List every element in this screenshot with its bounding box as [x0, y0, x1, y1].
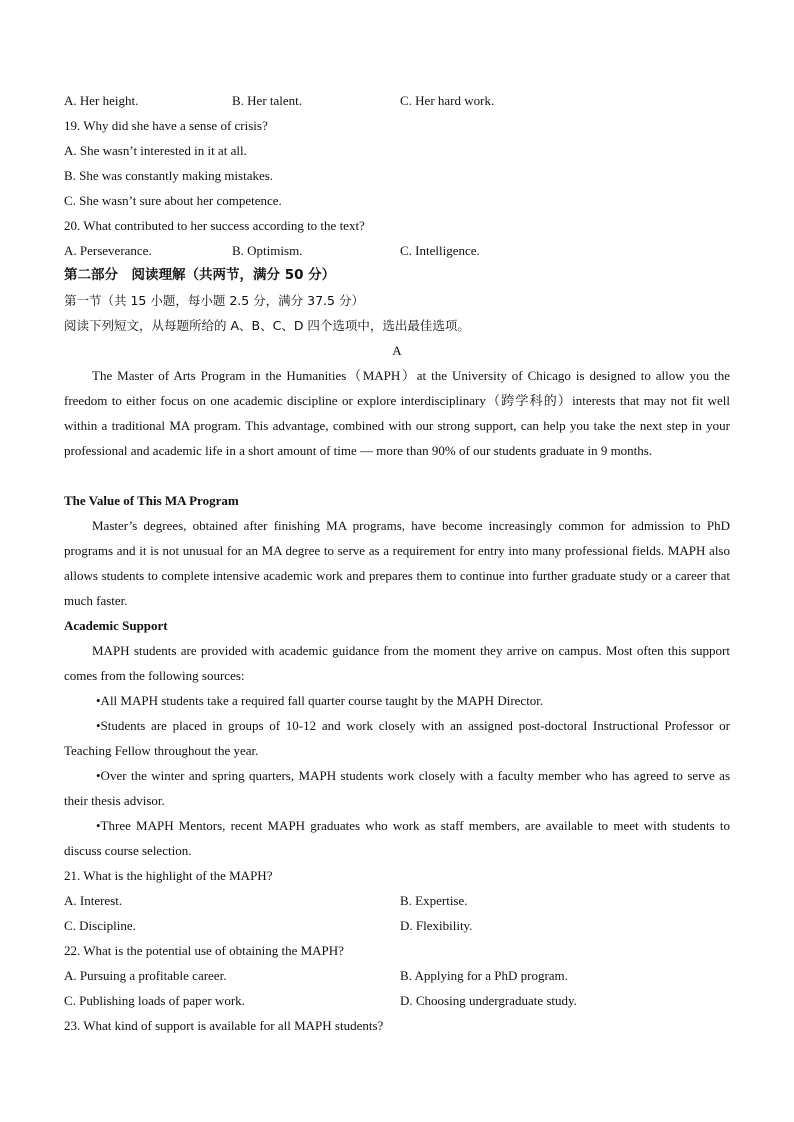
- q18-option-a: A. Her height.: [64, 93, 139, 108]
- q22-option-a: A. Pursuing a profitable career.: [64, 968, 227, 983]
- bullet-text: •All MAPH students take a required fall quarter course taught by the MAPH Director.: [96, 693, 544, 708]
- support-bullet-4: [64, 813, 730, 863]
- q20-option-a: A. Perseverance.: [64, 243, 152, 258]
- q21-option-b: B. Expertise.: [400, 893, 468, 908]
- support-text: MAPH students are provided with academic guidance from the moment they arrive on campus. Most often this support comes from the following sources:: [64, 643, 730, 683]
- q19-question: 19. Why did she have a sense of crisis?: [64, 118, 268, 133]
- q22-option-d: D. Choosing undergraduate study.: [400, 993, 577, 1008]
- section-title: 第二部分 阅读理解（共两节，满分 50 分）: [64, 267, 336, 283]
- q19-option-a: A. She wasn’t interested in it at all.: [64, 143, 247, 158]
- section-subtitle: 第一节（共 15 小题，每小题 2.5 分，满分 37.5 分）: [64, 293, 364, 308]
- passage-intro-text: The Master of Arts Program in the Humanities（MAPH）at the University of Chicago is designed to allow you the freedom to either focus on one academic discipline or explore interdisciplinary（跨学科的）interests that may not fit well within a traditional MA program. This advantage, combined with our strong support, can help you take the next step in your professional and academic life in a short amount of time — more than 90% of our students graduate in 9 months.: [64, 368, 730, 458]
- value-heading: The Value of This MA Program: [64, 493, 239, 508]
- passage-intro: [64, 363, 730, 463]
- support-bullet-2: [64, 713, 730, 763]
- q18-option-b: B. Her talent.: [232, 93, 303, 108]
- q20-option-c: C. Intelligence.: [400, 243, 480, 258]
- q20-question: 20. What contributed to her success according to the text?: [64, 218, 365, 233]
- q20-option-b: B. Optimism.: [232, 243, 303, 258]
- q22-option-b: B. Applying for a PhD program.: [400, 968, 568, 983]
- section-instruction: 阅读下列短文，从每题所给的 A、B、C、D 四个选项中，选出最佳选项。: [64, 318, 470, 333]
- q22-question: 22. What is the potential use of obtaining the MAPH?: [64, 943, 344, 958]
- bullet-text: •Students are placed in groups of 10-12 and work closely with an assigned post-doctoral Instructional Professor or Teaching Fellow throughout the year.: [64, 718, 730, 758]
- bullet-text: •Three MAPH Mentors, recent MAPH graduates who work as staff members, are available to meet with students to discuss course selection.: [64, 818, 730, 858]
- q21-option-a: A. Interest.: [64, 893, 123, 908]
- bullet-text: •Over the winter and spring quarters, MAPH students work closely with a faculty member who has agreed to serve as their thesis advisor.: [64, 768, 730, 808]
- q18-option-c: C. Her hard work.: [400, 93, 495, 108]
- q21-option-c: C. Discipline.: [64, 918, 136, 933]
- support-heading: Academic Support: [64, 618, 168, 633]
- support-bullet-3: [64, 763, 730, 813]
- q21-option-d: D. Flexibility.: [400, 918, 473, 933]
- value-text: Master’s degrees, obtained after finishing MA programs, have become increasingly common for admission to PhD programs and it is not unusual for an MA degree to serve as a requirement for entry into many professional fields. MAPH also allows students to complete intensive academic work and prepares them to continue into further graduate study or a career that much faster.: [64, 518, 730, 608]
- support-paragraph: [64, 638, 730, 688]
- support-bullet-1: [64, 688, 730, 713]
- q19-option-b: B. She was constantly making mistakes.: [64, 168, 274, 183]
- q23-question: 23. What kind of support is available for all MAPH students?: [64, 1018, 384, 1033]
- passage-label: A: [392, 343, 402, 358]
- q22-option-c: C. Publishing loads of paper work.: [64, 993, 245, 1008]
- q19-option-c: C. She wasn’t sure about her competence.: [64, 193, 282, 208]
- q21-question: 21. What is the highlight of the MAPH?: [64, 868, 273, 883]
- value-paragraph: [64, 513, 730, 613]
